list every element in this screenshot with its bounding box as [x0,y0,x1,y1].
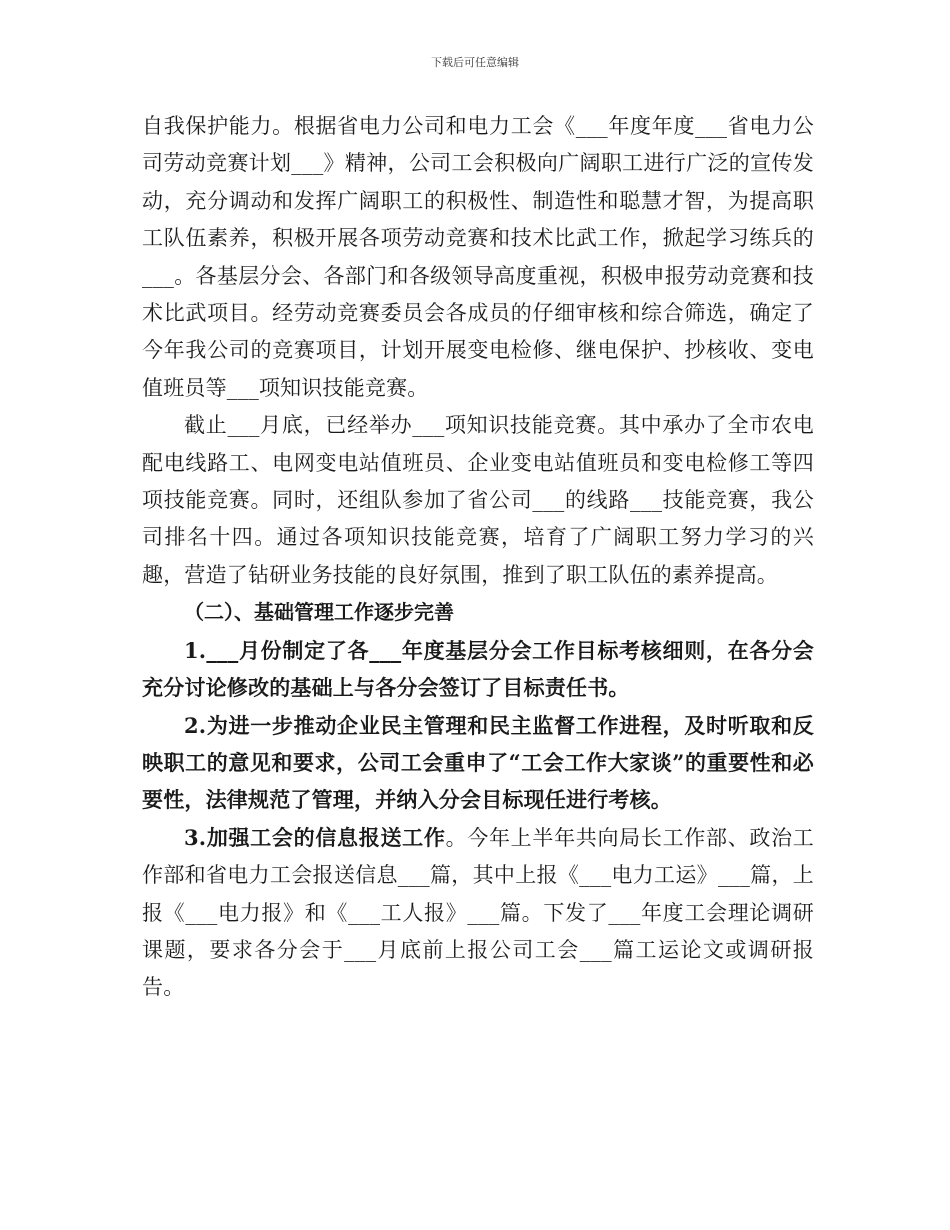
paragraph-5-lead: 3.加强工会的信息报送工作 [184,824,446,850]
paragraph-5-body: 。今年上半年共向局长工作部、政治工作部和省电力工会报送信息___篇，其中上报《___电力工运》___篇，上报《___电力报》和《___工人报》___篇。下发了___年度工会理论调研课题，要求各分会于___月底前上报公司工会___篇工运论文或调研报告。 [142,825,814,1000]
paragraph-5 [142,819,814,1007]
section-heading: （二）、基础管理工作逐步完善 [184,600,454,625]
paragraph-2: 截止___月底，已经举办___项知识技能竞赛。其中承办了全市农电配电线路工、电网变电站值班员、企业变电站值班员和变电检修工等四项技能竞赛。同时，还组队参加了省公司___的线路___技能竞赛，我公司排名十四。通过各项知识技能竞赛，培育了广阔职工努力学习的兴趣，营造了钻研业务技能的良好氛围，推到了职工队伍的素养提高。 [142,413,814,587]
paragraph-4: 2.为进一步推动企业民主管理和民主监督工作进程，及时听取和反映职工的意见和要求，公司工会重申了“工会工作大家谈”的重要性和必要性，法律规范了管理，并纳入分会目标现任进行考核。 [142,712,814,813]
paragraph-3: 1.___月份制定了各___年度基层分会工作目标考核细则，在各分会充分讨论修改的基础上与各分会签订了目标责任书。 [142,637,814,701]
page-header: 下载后可任意编辑 [431,56,519,69]
paragraph-1: 自我保护能力。根据省电力公司和电力工会《___年度年度___省电力公司劳动竞赛计划___》精神，公司工会积极向广阔职工进行广泛的宣传发动，充分调动和发挥广阔职工的积极性、制造性和聪慧才智，为提高职工队伍素养，积极开展各项劳动竞赛和技术比武工作，掀起学习练兵的___。各基层分会、各部门和各级领导高度重视，积极申报劳动竞赛和技术比武项目。经劳动竞赛委员会各成员的仔细审核和综合筛选，确定了今年我公司的竞赛项目，计划开展变电检修、继电保护、抄核收、变电值班员等___项知识技能竞赛。 [142,114,814,400]
document-body [142,108,814,1007]
